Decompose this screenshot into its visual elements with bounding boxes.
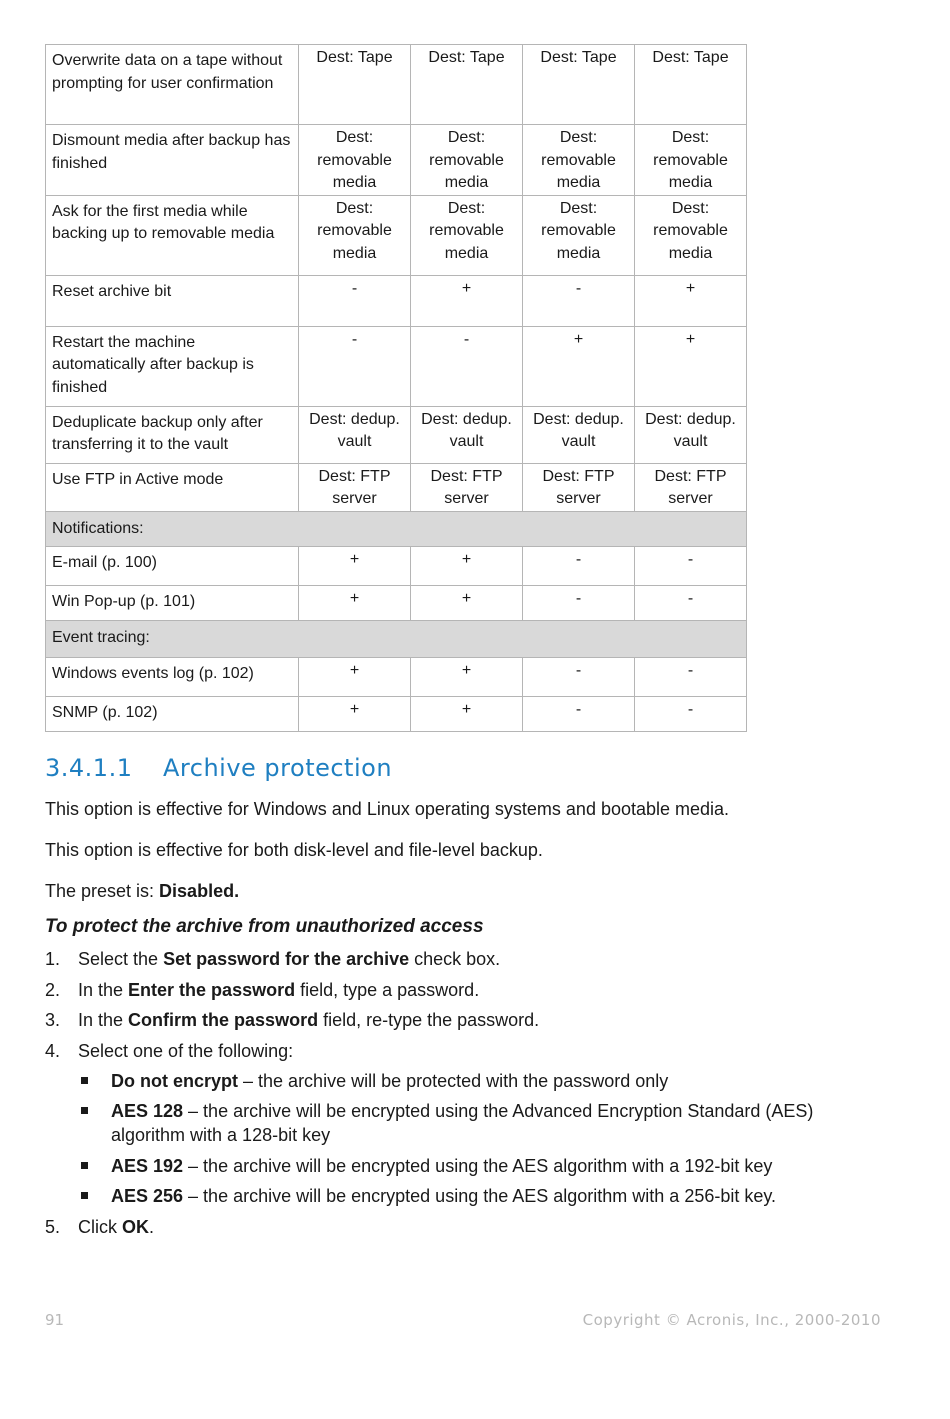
table-row [46,125,747,196]
option-label: E-mail (p. 100) [46,546,299,585]
option-value-cell: Dest: Tape [635,45,747,125]
step-5 [45,1215,865,1239]
option-label: Windows events log (p. 102) [46,657,299,696]
step-number: 2. [45,979,61,1000]
procedure-steps [45,947,865,1245]
bullet-icon [81,1077,88,1084]
table-section-row [46,620,747,657]
option-value-cell: + [411,546,523,585]
option-name: AES 128 [111,1101,184,1121]
table-row [46,195,747,275]
step-2 [45,978,865,1002]
step-number: 4. [45,1040,61,1061]
table-row [46,406,747,463]
option-value-cell: Dest: dedup. vault [635,406,747,463]
paragraph-preset [45,879,239,903]
option-value-cell: Dest: FTP server [299,463,411,511]
option-item [78,1184,865,1208]
step-text: Select one of the following: [78,1040,294,1061]
step-number: 5. [45,1216,61,1237]
option-value-cell: + [411,696,523,731]
option-value-cell: Dest: removable media [635,195,747,275]
option-name: AES 192 [111,1155,184,1176]
option-value-cell: + [299,585,411,620]
option-value-cell: + [523,326,635,406]
bullet-icon [81,1162,88,1169]
step-text: field, re-type the password. [318,1010,540,1030]
preset-value: Disabled. [159,881,240,901]
option-value-cell: - [523,585,635,620]
step-text: Click [78,1216,122,1237]
section-label: Notifications: [46,511,747,546]
option-value-cell: Dest: removable media [299,195,411,275]
step-text: . [149,1216,155,1237]
option-value-cell: Dest: dedup. vault [299,406,411,463]
paragraph-platforms: This option is effective for Windows and Linux operating systems and bootable media. [45,799,730,819]
option-value-cell: - [635,585,747,620]
option-label: Use FTP in Active mode [46,463,299,511]
option-item [78,1154,865,1178]
option-label: Overwrite data on a tape without prompting for user confirmation [46,45,299,125]
option-value-cell: + [411,585,523,620]
option-value-cell: - [635,657,747,696]
option-label: SNMP (p. 102) [46,696,299,731]
preset-prefix: The preset is: [45,881,160,901]
option-value-cell: Dest: removable media [523,195,635,275]
step-bold: Set password for the archive [163,949,410,969]
option-value-cell: - [299,275,411,326]
option-value-cell: Dest: dedup. vault [523,406,635,463]
step-text: In the [78,979,129,1000]
option-value-cell: - [299,326,411,406]
table-row [46,657,747,696]
option-value-cell: - [523,275,635,326]
option-value-cell: + [299,696,411,731]
option-description: – the archive will be encrypted using the Advanced Encryption Standard (AES) algorithm with a 128-bit key [111,1101,814,1145]
table-row [46,546,747,585]
backup-options-table [45,44,747,732]
option-value-cell: + [299,546,411,585]
option-value-cell: - [411,326,523,406]
option-value-cell: + [411,275,523,326]
option-value-cell: + [635,326,747,406]
table-row [46,696,747,731]
step-number: 1. [45,949,61,969]
step-text: check box. [409,949,501,969]
option-description: – the archive will be protected with the password only [238,1070,669,1091]
option-value-cell: Dest: removable media [299,125,411,196]
section-heading [45,754,392,782]
option-value-cell: + [411,657,523,696]
table-row [46,326,747,406]
option-name: Do not encrypt [111,1070,239,1091]
section-label: Event tracing: [46,620,747,657]
option-value-cell: - [635,546,747,585]
step-number: 3. [45,1010,61,1030]
table-row [46,275,747,326]
table-row [46,585,747,620]
step-text: Select the [78,949,164,969]
option-value-cell: Dest: FTP server [635,463,747,511]
option-label: Reset archive bit [46,275,299,326]
option-label: Deduplicate backup only after transferring it to the vault [46,406,299,463]
option-description: – the archive will be encrypted using the AES algorithm with a 192-bit key [183,1155,773,1176]
section-number: 3.4.1.1 [45,754,133,782]
step-bold: OK [122,1216,149,1237]
step-text: In the [78,1010,129,1030]
option-name: AES 256 [111,1186,184,1206]
option-value-cell: Dest: FTP server [411,463,523,511]
step-bold: Enter the password [128,979,296,1000]
step-4 [45,1039,865,1209]
option-value-cell: Dest: FTP server [523,463,635,511]
option-value-cell: - [523,546,635,585]
encryption-options [78,1069,865,1209]
table-row [46,463,747,511]
option-label: Win Pop-up (p. 101) [46,585,299,620]
option-label: Restart the machine automatically after backup is finished [46,326,299,406]
option-value-cell: Dest: Tape [411,45,523,125]
option-value-cell: Dest: removable media [411,195,523,275]
step-3 [45,1008,865,1032]
option-value-cell: - [635,696,747,731]
step-1 [45,947,865,971]
page-number: 91 [45,1311,65,1329]
option-value-cell: - [523,696,635,731]
option-value-cell: Dest: Tape [523,45,635,125]
step-text: field, type a password. [295,979,480,1000]
option-label: Ask for the first media while backing up to removable media [46,195,299,275]
section-title: Archive protection [163,754,393,782]
paragraph-backup-levels: This option is effective for both disk-level and file-level backup. [45,840,543,860]
bullet-icon [81,1107,88,1114]
option-label: Dismount media after backup has finished [46,125,299,196]
option-value-cell: Dest: removable media [523,125,635,196]
option-item [78,1069,865,1093]
option-value-cell: Dest: Tape [299,45,411,125]
bullet-icon [81,1192,88,1199]
option-description: – the archive will be encrypted using the AES algorithm with a 256-bit key. [183,1186,777,1206]
option-value-cell: + [635,275,747,326]
table-row [46,45,747,125]
option-value-cell: Dest: removable media [411,125,523,196]
option-value-cell: + [299,657,411,696]
option-value-cell: Dest: dedup. vault [411,406,523,463]
option-item [78,1099,865,1147]
procedure-title: To protect the archive from unauthorized access [45,916,484,937]
copyright-notice: Copyright © Acronis, Inc., 2000-2010 [582,1311,881,1329]
option-value-cell: - [523,657,635,696]
step-bold: Confirm the password [128,1010,319,1030]
backup-options-table-body [46,45,747,732]
option-value-cell: Dest: removable media [635,125,747,196]
table-section-row [46,511,747,546]
